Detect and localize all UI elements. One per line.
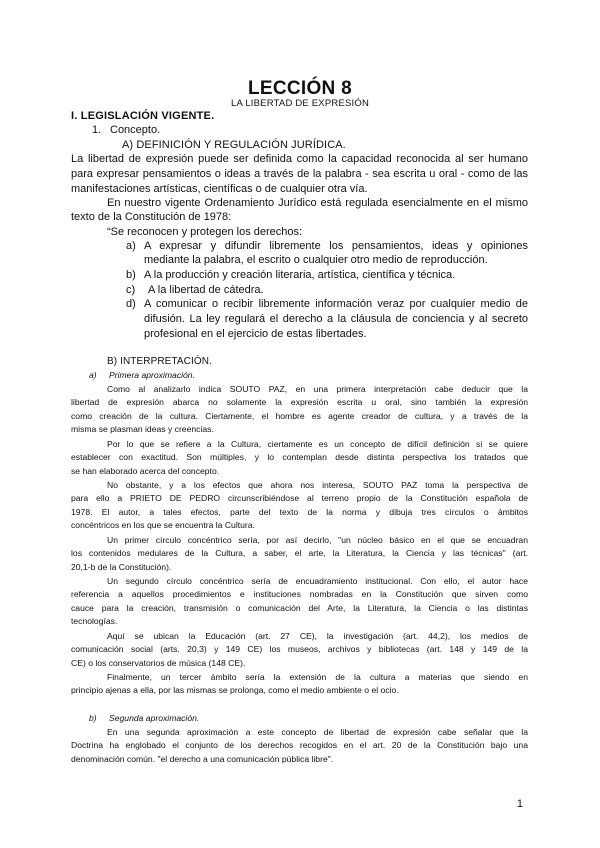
paragraph-line: principio ajenas a ella, por las mismas se prolonga, como el medio ambiente o el ocio. <box>71 685 399 695</box>
subheading-interpretation: B) INTERPRETACIÓN. <box>107 356 212 367</box>
concept-label: Concepto. <box>110 124 161 136</box>
page-number: 1 <box>516 798 523 810</box>
approach-marker: b) <box>89 713 97 723</box>
list-item-line: profesional en el ejercicio de estas libertades. <box>144 328 367 340</box>
paragraph-line: Como al analizarlo indica SOUTO PAZ, en una primera interpretación cabe deducir que la <box>107 384 528 394</box>
paragraph-line: concéntricos en los que se encuentra la Cultura. <box>71 520 255 530</box>
definition-line: La libertad de expresión puede ser definida como la capacidad reconocida al ser humano <box>71 153 528 165</box>
paragraph-line: comunicación social (arts. 20,3) y 149 CE) los museos, archivos y bibliotecas (art. 148 y 149 de la <box>71 644 528 654</box>
paragraph-line: Finalmente, un tercer ámbito sería la extensión de la cultura a materias que siendo en <box>107 672 528 682</box>
paragraph-line: referencia a aquellos procedimientos e instituciones nombradas en la Constitución que sirven como <box>71 589 528 599</box>
paragraph-line: Por lo que se refiere a la Cultura, ciertamente es un concepto de difícil definición si se quiere <box>107 439 528 449</box>
list-marker: b) <box>126 269 136 281</box>
paragraph-line: se han elaborado acerca del concepto. <box>71 466 220 476</box>
paragraph-line: como creación de la cultura. Ciertamente, el hombre es agente creador de cultura, y a través de la <box>71 411 528 421</box>
list-marker: a) <box>126 240 136 252</box>
section-heading: I. LEGISLACIÓN VIGENTE. <box>71 110 215 122</box>
list-item-line: mediante la palabra, el escrito o cualquier otro medio de reproducción. <box>144 254 488 266</box>
approach-label: Primera aproximación. <box>109 370 195 380</box>
paragraph-line: En una segunda aproximación a este concepto de libertad de expresión cabe señalar que la <box>107 727 528 737</box>
list-marker: c) <box>126 284 136 296</box>
paragraph-line: Aquí se ubican la Educación (art. 27 CE), la investigación (art. 44,2), los medios de <box>107 631 528 641</box>
definition-line: manifestaciones artísticas, científicas o de cualquier otra vía. <box>71 183 368 195</box>
subheading-definition: A) DEFINICIÓN Y REGULACIÓN JURÍDICA. <box>122 139 346 151</box>
paragraph-line: denominación común. "el derecho a una comunicación pública libre". <box>71 754 334 764</box>
list-item-line: A expresar y difundir libremente los pensamientos, ideas y opiniones <box>144 240 528 252</box>
paragraph-line: CE) o los conservatorios de música (148 CE). <box>71 658 246 668</box>
paragraph-line: tecnologías. <box>71 616 118 626</box>
list-item-line: difusión. La ley regulará el derecho a la cláusula de conciencia y al secreto <box>144 313 528 325</box>
paragraph-line: No obstante, y a los efectos que ahora nos interesa, SOUTO PAZ toma la perspectiva de <box>107 480 528 490</box>
concept-number: 1. <box>92 124 102 136</box>
paragraph-line: 20,1-b de la Constitución). <box>71 562 172 572</box>
paragraph-line: cauce para la creación, transmisión o comunicación del Arte, la Literatura, la Ciencia o las distintas <box>71 603 528 613</box>
definition-line: para expresar pensamientos o ideas a través de la palabra - sea escrita u oral - como de las <box>71 168 528 180</box>
paragraph-line: para ello a PRIETO DE PEDRO circunscribiéndose al terreno propio de la Constitución española de <box>71 493 528 503</box>
paragraph-line: misma se plasman ideas y creencias. <box>71 424 214 434</box>
page-subtitle: LA LIBERTAD DE EXPRESIÓN <box>230 98 370 109</box>
quote-intro: “Se reconocen y protegen los derechos: <box>107 226 303 238</box>
approach-label: Segunda aproximación. <box>109 713 200 723</box>
list-item-line: A la producción y creación literaria, artística, científica y técnica. <box>144 269 456 281</box>
paragraph-line: establecer con exactitud. Son múltiples, y lo contemplan desde distinta perspectiva los tratados que <box>71 452 528 462</box>
paragraph-line: 1978. El autor, a tales efectos, parte del texto de la norma y dibuja tres círculos o ámbitos <box>71 507 528 517</box>
ordenamiento-line: texto de la Constitución de 1978: <box>71 211 232 223</box>
paragraph-line: Doctrina ha englobado el conjunto de los derechos recogidos en el art. 20 de la Constitución bajo una <box>71 740 528 750</box>
ordenamiento-line: En nuestro vigente Ordenamiento Jurídico está regulada esencialmente en el mismo <box>107 197 528 209</box>
approach-marker: a) <box>89 370 97 380</box>
paragraph-line: libertad de expresión abarca no solamente la expresión escrita u oral, sino también la expresión <box>71 397 528 407</box>
list-item-line: A la libertad de cátedra. <box>148 284 264 296</box>
paragraph-line: Un primer círculo concéntrico sería, por así decirlo, "un núcleo básico en el que se encuadran <box>107 535 528 545</box>
list-item-line: A comunicar o recibir libremente información veraz por cualquier medio de <box>144 298 528 310</box>
paragraph-line: los contenidos medulares de la Cultura, a saber, el arte, la Literatura, la Ciencia y las técnicas" (art. <box>71 548 528 558</box>
page-title: LECCIÓN 8 <box>247 78 353 99</box>
list-marker: d) <box>126 298 136 310</box>
paragraph-line: Un segundo círculo concéntrico sería de encuadramiento institucional. Con ello, el autor hace <box>107 576 528 586</box>
